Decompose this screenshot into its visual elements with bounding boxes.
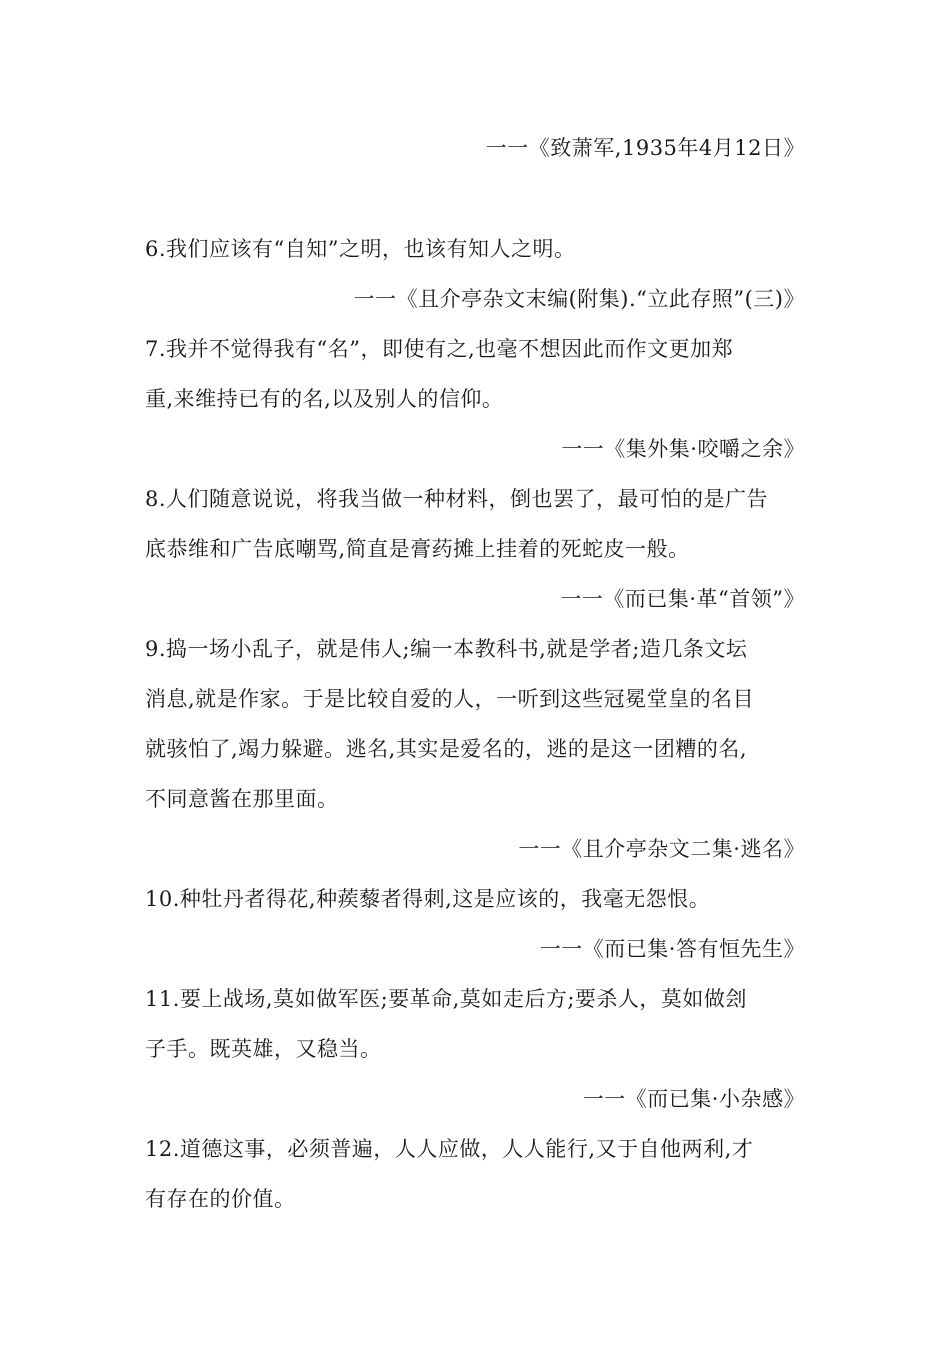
quote-line: 重,来维持已有的名,以及别人的信仰。 (145, 387, 504, 411)
quote-line: 9.捣一场小乱子，就是伟人;编一本教科书,就是学者;造几条文坛 (145, 637, 748, 661)
source-citation: 一一《致萧军,1935年4月12日》 (485, 136, 805, 160)
quote-line: 11.要上战场,莫如做军医;要革命,莫如走后方;要杀人，莫如做刽 (145, 987, 747, 1011)
quote-line: 10.种牡丹者得花,种蒺藜者得刺,这是应该的，我毫无怨恨。 (145, 887, 711, 911)
quote-line: 12.道德这事，必须普遍，人人应做，人人能行,又于自他两利,才 (145, 1137, 754, 1161)
quote-line: 就骇怕了,竭力躲避。逃名,其实是爱名的，逃的是这一团糟的名, (145, 737, 748, 761)
source-citation: 一一《而已集·革“首领”》 (560, 587, 805, 611)
quote-line: 不同意酱在那里面。 (145, 787, 339, 811)
quote-line: 有存在的价值。 (145, 1187, 296, 1211)
quote-line: 子手。既英雄，又稳当。 (145, 1037, 382, 1061)
quote-line: 底恭维和广告底嘲骂,简直是膏药摊上挂着的死蛇皮一般。 (145, 537, 690, 561)
source-citation: 一一《而已集·小杂感》 (582, 1087, 805, 1111)
source-citation: 一一《且介亭杂文二集·逃名》 (518, 837, 805, 861)
source-citation: 一一《集外集·咬嚼之余》 (561, 437, 805, 461)
quote-line: 7.我并不觉得我有“名”，即使有之,也毫不想因此而作文更加郑 (145, 337, 734, 361)
source-citation: 一一《而已集·答有恒先生》 (539, 937, 805, 961)
source-citation: 一一《且介亭杂文末编(附集).“立此存照”(三)》 (353, 287, 805, 311)
quote-line: 6.我们应该有“自知”之明，也该有知人之明。 (145, 237, 576, 261)
quote-line: 8.人们随意说说，将我当做一种材料，倒也罢了，最可怕的是广告 (145, 487, 769, 511)
quote-line: 消息,就是作家。于是比较自爱的人，一听到这些冠冕堂皇的名目 (145, 687, 755, 711)
